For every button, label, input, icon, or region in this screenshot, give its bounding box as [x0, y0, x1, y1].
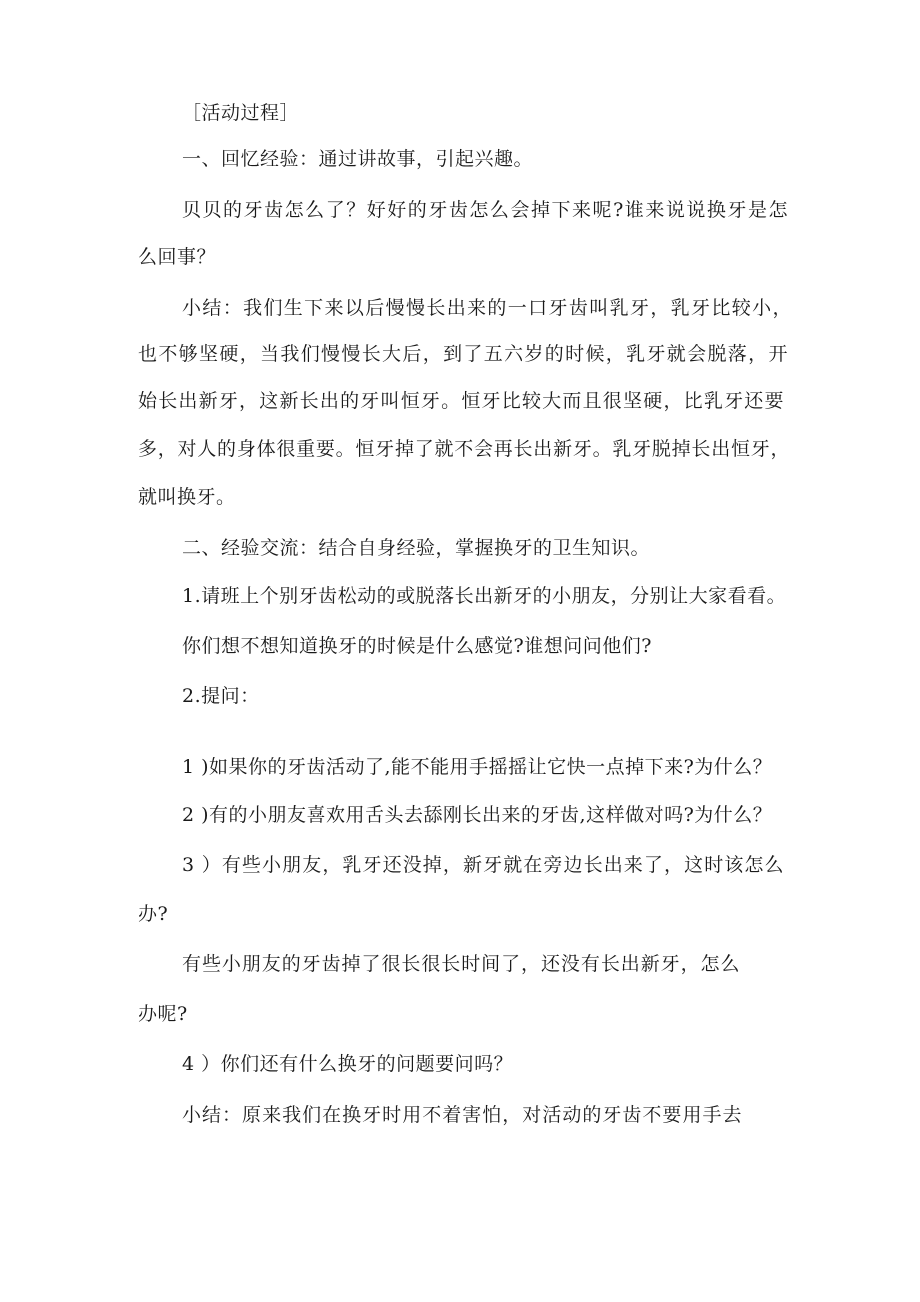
extra-line2: 办呢?: [138, 1003, 188, 1025]
part2-heading: 二、经验交流：结合自身经验，掌握换牙的卫生知识。: [182, 537, 651, 559]
question-1: 1 )如果你的牙齿活动了,能不能用手摇摇让它快一点掉下来?为什么？: [182, 756, 773, 778]
question-3-line2: 办?: [138, 903, 169, 925]
item1-line1: 1.请班上个别牙齿松动的或脱落长出新牙的小朋友，分别让大家看看。: [182, 585, 787, 607]
question-4: 4 ）你们还有什么换牙的问题要问吗？: [182, 1053, 514, 1075]
summary1-line1: 小结：我们生下来以后慢慢长出来的一口牙齿叫乳牙，乳牙比较小，: [182, 297, 792, 319]
summary1-line4: 多，对人的身体很重要。恒牙掉了就不会再长出新牙。乳牙脱掉长出恒牙，: [138, 438, 790, 460]
part1-heading: 一、回忆经验：通过讲故事，引起兴趣。: [182, 148, 534, 170]
item2-label: 2.提问：: [182, 685, 260, 707]
summary1-line2: 也不够坚硬，当我们慢慢长大后，到了五六岁的时候，乳牙就会脱落，开: [138, 343, 788, 365]
summary1-line3: 始长出新牙，这新长出的牙叫恒牙。恒牙比较大而且很坚硬，比乳牙还要: [138, 390, 784, 412]
question-2: 2 )有的小朋友喜欢用舌头去舔刚长出来的牙齿,这样做对吗?为什么？: [182, 804, 773, 826]
section-heading: ［活动过程］: [182, 102, 300, 124]
summary1-line5: 就叫换牙。: [138, 486, 236, 508]
extra-line1: 有些小朋友的牙齿掉了很长很长时间了，还没有长出新牙，怎么: [182, 953, 740, 975]
part1-question-line1: 贝贝的牙齿怎么了？好好的牙齿怎么会掉下来呢?谁来说说换牙是怎: [182, 199, 788, 221]
part1-question-line2: 么回事？: [138, 246, 217, 268]
question-3-line1: 3 ）有些小朋友，乳牙还没掉，新牙就在旁边长出来了，这时该怎么: [182, 854, 784, 876]
item1-line2: 你们想不想知道换牙的时候是什么感觉?谁想问问他们?: [182, 635, 652, 657]
summary2-line1: 小结：原来我们在换牙时用不着害怕，对活动的牙齿不要用手去: [182, 1104, 742, 1126]
